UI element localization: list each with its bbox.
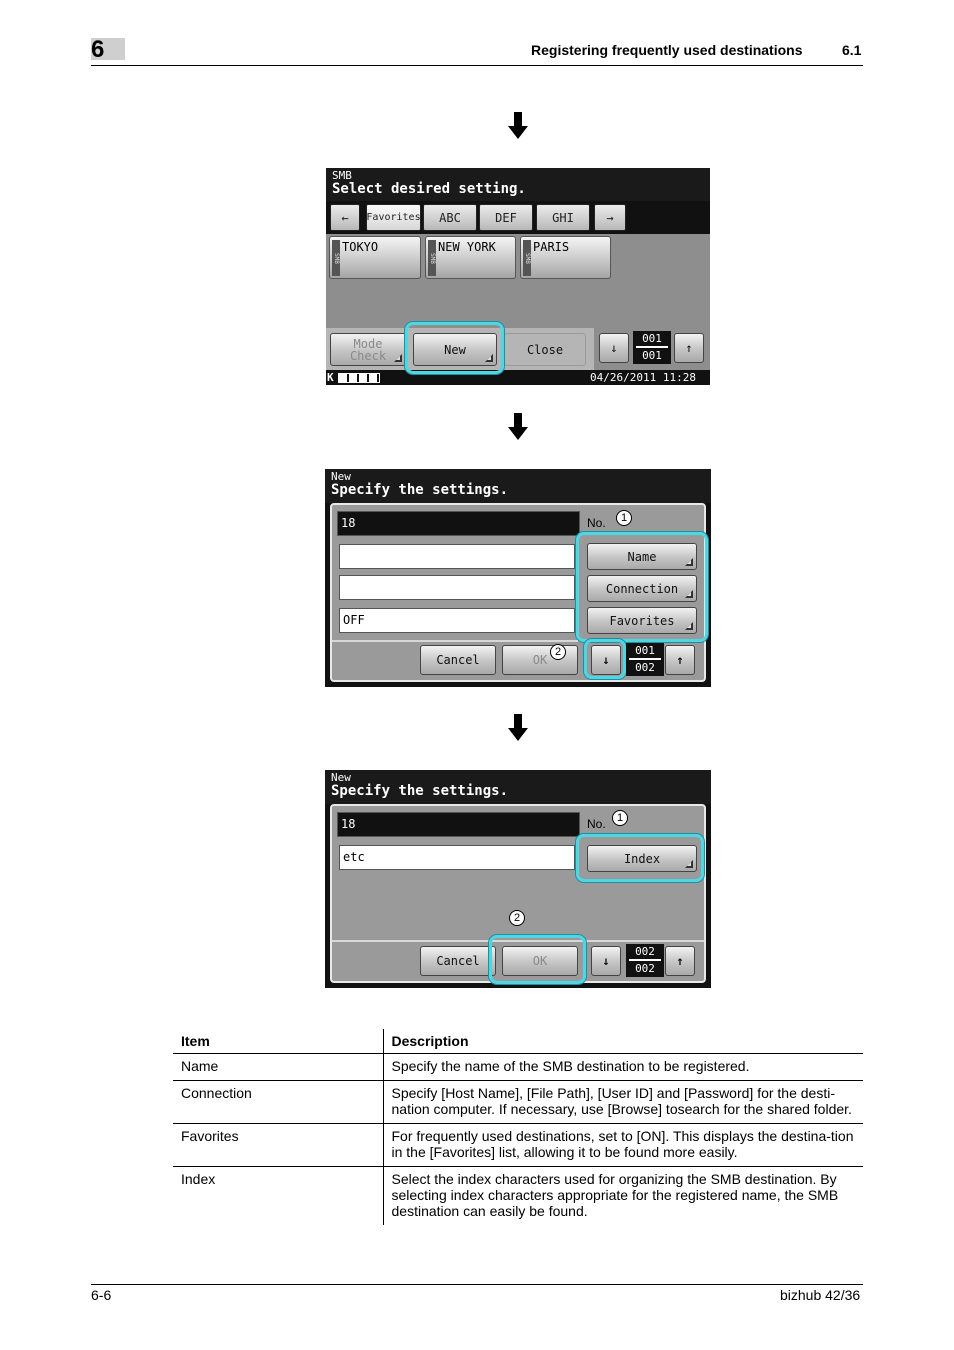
new-button[interactable]: New <box>413 333 497 366</box>
column-header-item: Item <box>173 1029 383 1054</box>
favorites-button[interactable]: Favorites <box>587 607 697 634</box>
down-arrow-icon <box>508 112 528 140</box>
toner-label: K <box>327 371 334 384</box>
highlight-scroll-down <box>584 639 626 679</box>
destination-tokyo[interactable] <box>329 236 421 279</box>
chapter-number: 6 <box>91 36 105 63</box>
callout-2: 2 <box>550 644 566 660</box>
toner-gauge-icon <box>338 373 380 383</box>
smb-tag: SMB <box>523 240 531 276</box>
screen-prompt: Specify the settings. <box>331 783 509 799</box>
smb-tag: SMB <box>332 240 340 276</box>
cancel-button[interactable]: Cancel <box>420 645 496 675</box>
description-cell: For frequently used destinations, set to [ON]. This displays the destina-tion in the [Favorites] list, allowing it to be found more easily. <box>383 1124 863 1167</box>
item-cell: Index <box>173 1167 383 1226</box>
datetime: 04/26/2011 11:28 <box>590 371 696 384</box>
scroll-down-button[interactable] <box>591 946 621 976</box>
tab-abc[interactable]: ABC <box>423 204 477 231</box>
tab-next-button[interactable] <box>594 204 626 231</box>
favorites-value-field: OFF <box>339 608 575 633</box>
screen-mode-label: SMB <box>332 169 352 182</box>
status-bar <box>326 370 710 385</box>
arrow-left-icon: ← <box>341 210 349 225</box>
arrow-down-icon: ↓ <box>602 954 610 968</box>
name-value-field <box>339 544 575 569</box>
smb-tag: SMB <box>428 240 436 276</box>
destination-label: NEW YORK <box>438 240 496 254</box>
destination-label: PARIS <box>533 240 570 254</box>
tab-ghi[interactable]: GHI <box>536 204 590 231</box>
scroll-down-button[interactable] <box>599 333 629 363</box>
header-title: Registering frequently used destinations <box>531 42 803 58</box>
screen-new-settings <box>325 469 711 687</box>
item-cell: Connection <box>173 1081 383 1124</box>
index-value-field: etc <box>339 845 575 870</box>
tab-def[interactable]: DEF <box>479 204 533 231</box>
down-arrow-icon <box>508 413 528 441</box>
item-cell: Favorites <box>173 1124 383 1167</box>
table-row <box>173 1124 863 1167</box>
destination-label: TOKYO <box>342 240 379 254</box>
registration-number-field[interactable]: 18 <box>337 511 580 536</box>
callout-1: 1 <box>612 810 628 826</box>
destination-new-york[interactable] <box>425 236 516 279</box>
table-header-row <box>173 1029 863 1054</box>
column-header-description: Description <box>383 1029 863 1054</box>
counter-total: 002 <box>635 962 655 975</box>
screen-title-bar <box>325 770 711 804</box>
mode-check-button[interactable]: Mode Check <box>330 333 406 366</box>
arrow-up-icon: ↑ <box>676 954 684 968</box>
index-tab-bar <box>326 201 710 234</box>
table-row <box>173 1167 863 1226</box>
number-label: No. <box>587 516 606 530</box>
item-cell: Name <box>173 1054 383 1081</box>
table-row <box>173 1054 863 1081</box>
header-rule <box>91 65 863 66</box>
counter-total: 001 <box>642 349 662 362</box>
scroll-up-button[interactable] <box>674 333 704 363</box>
page-counter <box>633 331 671 364</box>
number-label: No. <box>587 817 606 831</box>
arrow-up-icon: ↑ <box>685 341 693 355</box>
callout-1: 1 <box>616 510 632 526</box>
connection-value-field <box>339 575 575 600</box>
arrow-down-icon: ↓ <box>610 341 618 355</box>
footer-rule <box>91 1284 863 1285</box>
highlight-new <box>405 322 504 374</box>
down-arrow-icon <box>508 714 528 742</box>
product-name: bizhub 42/36 <box>780 1287 861 1303</box>
scroll-up-button[interactable] <box>665 645 695 675</box>
screen-mode-label: New <box>331 771 351 784</box>
screen-title-bar <box>326 168 710 201</box>
tab-favorites[interactable]: Favorites <box>366 204 421 231</box>
counter-current: 001 <box>635 644 655 657</box>
counter-total: 002 <box>635 661 655 674</box>
close-button[interactable]: Close <box>504 333 586 366</box>
arrow-right-icon: → <box>606 210 614 225</box>
screen-title-bar <box>325 469 711 503</box>
screen-select-destination <box>326 168 710 385</box>
description-cell: Select the index characters used for organizing the SMB destination. By selecting index characters appropriate for the registered name, the SMB destination can easily be found. <box>391 1171 839 1219</box>
destination-paris[interactable] <box>520 236 611 279</box>
description-table <box>173 1029 863 1225</box>
screen-prompt: Select desired setting. <box>332 181 526 197</box>
ok-button[interactable]: OK <box>502 946 578 976</box>
counter-current: 002 <box>635 945 655 958</box>
tab-prev-button[interactable] <box>330 204 360 231</box>
ok-button[interactable]: OK <box>502 645 578 675</box>
screen-prompt: Specify the settings. <box>331 482 509 498</box>
description-cell: Specify the name of the SMB destination to be registered. <box>383 1054 863 1081</box>
highlight-ok <box>489 935 586 984</box>
highlight-index-button <box>576 834 704 882</box>
counter-current: 001 <box>642 332 662 345</box>
table-row <box>173 1081 863 1124</box>
index-button[interactable]: Index <box>587 845 697 872</box>
page-counter <box>626 643 664 676</box>
header-section: 6.1 <box>842 42 862 58</box>
arrow-down-icon: ↓ <box>602 653 610 667</box>
page-number: 6-6 <box>91 1287 112 1303</box>
screen-mode-label: New <box>331 470 351 483</box>
cancel-button[interactable]: Cancel <box>420 946 496 976</box>
highlight-setting-buttons <box>576 532 708 642</box>
scroll-up-button[interactable] <box>665 946 695 976</box>
screen-new-settings-page2 <box>325 770 711 988</box>
registration-number-field[interactable]: 18 <box>337 812 580 837</box>
description-cell: Specify [Host Name], [File Path], [User ID] and [Password] for the desti-nation computer. If necessary, use [Browse] tosearch for the shared folder. <box>383 1081 863 1124</box>
arrow-up-icon: ↑ <box>676 653 684 667</box>
page-counter <box>626 944 664 977</box>
connection-button[interactable]: Connection <box>587 575 697 602</box>
name-button[interactable]: Name <box>587 543 697 570</box>
callout-2: 2 <box>509 910 525 926</box>
divider <box>332 640 578 642</box>
